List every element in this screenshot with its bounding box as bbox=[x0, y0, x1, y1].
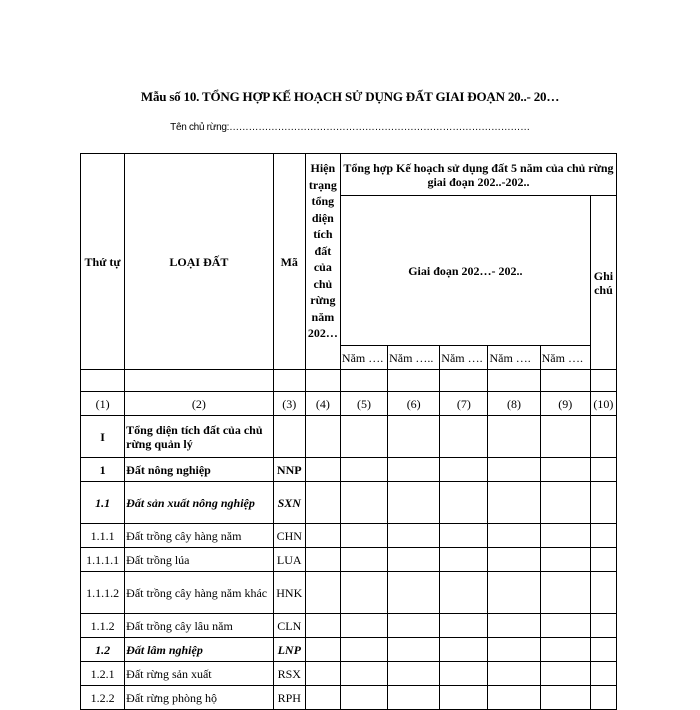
year-cell: Năm …. bbox=[340, 346, 387, 370]
row-stt: I bbox=[81, 416, 125, 458]
row-land-type: Đất trồng cây hàng năm khác bbox=[125, 572, 274, 614]
header-land-type: LOẠI ĐẤT bbox=[125, 154, 274, 370]
table-row bbox=[81, 524, 617, 548]
row-stt: 1.1.2 bbox=[81, 614, 125, 638]
row-stt: 1 bbox=[81, 458, 125, 482]
row-land-type: Đất trồng cây hàng năm bbox=[125, 524, 274, 548]
row-land-type: Tổng diện tích đất của chủ rừng quản lý bbox=[125, 416, 274, 458]
row-stt: 1.2.2 bbox=[81, 686, 125, 710]
row-code: SXN bbox=[273, 482, 305, 524]
row-code: LNP bbox=[273, 638, 305, 662]
spacer-row bbox=[81, 370, 617, 392]
col-number: (7) bbox=[440, 392, 488, 416]
row-land-type: Đất sản xuất nông nghiệp bbox=[125, 482, 274, 524]
col-number: (8) bbox=[488, 392, 540, 416]
row-code: CHN bbox=[273, 524, 305, 548]
year-cell: Năm …. bbox=[488, 346, 540, 370]
table-row bbox=[81, 416, 617, 458]
col-number: (3) bbox=[273, 392, 305, 416]
row-stt: 1.1 bbox=[81, 482, 125, 524]
table-row bbox=[81, 614, 617, 638]
row-land-type: Đất trồng lúa bbox=[125, 548, 274, 572]
row-code bbox=[273, 416, 305, 458]
row-stt: 1.2 bbox=[81, 638, 125, 662]
col-number: (1) bbox=[81, 392, 125, 416]
row-land-type: Đất rừng sản xuất bbox=[125, 662, 274, 686]
header-period: Giai đoạn 202…- 202.. bbox=[340, 196, 590, 346]
row-code: RSX bbox=[273, 662, 305, 686]
row-stt: 1.2.1 bbox=[81, 662, 125, 686]
year-cell: Năm …. bbox=[540, 346, 590, 370]
col-number: (4) bbox=[305, 392, 340, 416]
header-notes: Ghi chú bbox=[590, 196, 616, 370]
forest-owner-line: Tên chủ rừng:………………………………………………………………………………… bbox=[170, 122, 530, 133]
table-row bbox=[81, 572, 617, 614]
header-code: Mã bbox=[273, 154, 305, 370]
row-code: RPH bbox=[273, 686, 305, 710]
row-land-type: Đất nông nghiệp bbox=[125, 458, 274, 482]
table-row bbox=[81, 482, 617, 524]
row-stt: 1.1.1.1 bbox=[81, 548, 125, 572]
row-code: HNK bbox=[273, 572, 305, 614]
col-number: (6) bbox=[388, 392, 440, 416]
row-code: CLN bbox=[273, 614, 305, 638]
header-stt: Thứ tự bbox=[81, 154, 125, 370]
header-plan-summary: Tổng hợp Kế hoạch sử dụng đất 5 năm của chủ rừng giai đoạn 202..-202.. bbox=[340, 154, 616, 196]
land-use-plan-table bbox=[80, 153, 617, 710]
table-row bbox=[81, 662, 617, 686]
table-row bbox=[81, 686, 617, 710]
col-number: (2) bbox=[125, 392, 274, 416]
table-row bbox=[81, 638, 617, 662]
row-land-type: Đất rừng phòng hộ bbox=[125, 686, 274, 710]
form-title: Mẫu số 10. TỔNG HỢP KẾ HOẠCH SỬ DỤNG ĐẤT GIAI ĐOẠN 20..- 20… bbox=[140, 89, 560, 104]
table-row bbox=[81, 458, 617, 482]
col-number: (9) bbox=[540, 392, 590, 416]
column-number-row bbox=[81, 392, 617, 416]
row-land-type: Đất trồng cây lâu năm bbox=[125, 614, 274, 638]
row-stt: 1.1.1 bbox=[81, 524, 125, 548]
header-row-1 bbox=[81, 154, 617, 196]
col-number: (10) bbox=[590, 392, 616, 416]
row-code: LUA bbox=[273, 548, 305, 572]
row-land-type: Đất lâm nghiệp bbox=[125, 638, 274, 662]
year-cell: Năm …. bbox=[440, 346, 488, 370]
row-stt: 1.1.1.2 bbox=[81, 572, 125, 614]
year-cell: Năm ….. bbox=[388, 346, 440, 370]
header-current-area: Hiện trạng tổng diện tích đất của chủ rừng năm 202… bbox=[305, 154, 340, 370]
table-row bbox=[81, 548, 617, 572]
col-number: (5) bbox=[340, 392, 387, 416]
row-code: NNP bbox=[273, 458, 305, 482]
